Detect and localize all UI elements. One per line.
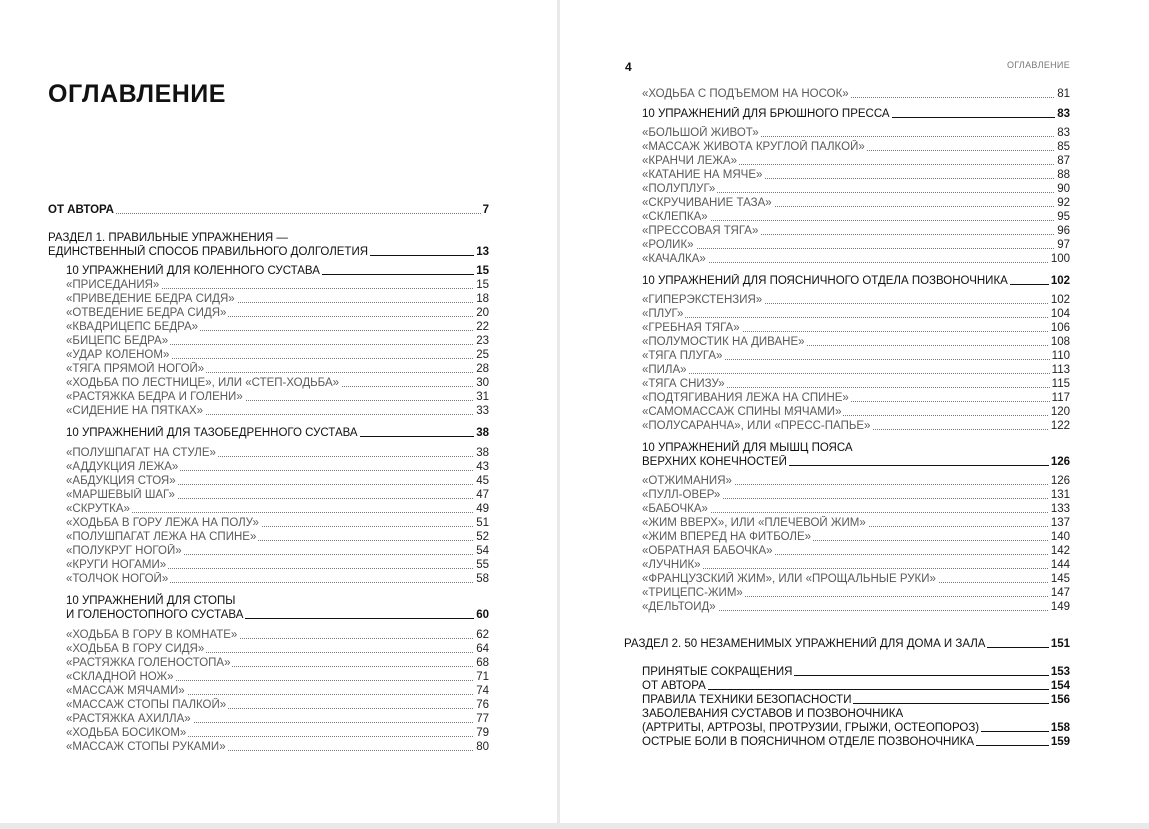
toc-item-page: 131: [1050, 489, 1070, 501]
toc-item-title: «КАТАНИЕ НА МЯЧЕ»: [642, 169, 763, 181]
toc-item-page: 104: [1050, 308, 1070, 320]
toc-item-row: [66, 544, 489, 558]
toc-item-page: 80: [476, 741, 489, 753]
toc-item[interactable]: [66, 572, 489, 586]
toc-item-title: «АБДУКЦИЯ СТОЯ»: [66, 475, 176, 487]
toc-item-page: 95: [1057, 211, 1070, 223]
toc-item-title: «ОТВЕДЕНИЕ БЕДРА СИДЯ»: [66, 307, 227, 319]
toc-item[interactable]: [642, 224, 1070, 238]
chapter-foot-line1: 10 УПРАЖНЕНИЙ ДЛЯ СТОПЫ: [66, 595, 236, 607]
toc-item-row: [642, 307, 1070, 321]
toc-item-row: [642, 665, 1070, 679]
toc-item-title: «АДДУКЦИЯ ЛЕЖА»: [66, 461, 179, 473]
toc-item[interactable]: [642, 530, 1070, 544]
toc-item[interactable]: [642, 335, 1070, 349]
section1-title-line1: РАЗДЕЛ 1. ПРАВИЛЬНЫЕ УПРАЖНЕНИЯ —: [48, 232, 288, 244]
toc-item[interactable]: [642, 572, 1070, 586]
upper-exercise-list: [642, 474, 1070, 614]
toc-item[interactable]: [642, 558, 1070, 572]
toc-item-row: [66, 460, 489, 474]
toc-item-page: 120: [1050, 406, 1070, 418]
toc-item-title: «СКРУТКА»: [66, 503, 130, 515]
toc-item-page: 20: [476, 307, 489, 319]
knee-exercise-list: [66, 278, 489, 418]
toc-item-row: [642, 558, 1070, 572]
toc-item-row: [66, 488, 489, 502]
toc-item-title: «КРУГИ НОГАМИ»: [66, 559, 167, 571]
toc-item[interactable]: [66, 404, 489, 418]
toc-item-page: 85: [1057, 141, 1070, 153]
toc-item-title: «БИЦЕПС БЕДРА»: [66, 335, 169, 347]
toc-item[interactable]: [66, 530, 489, 544]
toc-item[interactable]: [642, 693, 1070, 707]
toc-item-row: [642, 321, 1070, 335]
toc-item-row: [66, 684, 489, 698]
toc-item-page: 149: [1050, 601, 1070, 613]
toc-item[interactable]: [642, 391, 1070, 405]
toc-item-row: [642, 391, 1070, 405]
toc-item-row: [66, 530, 489, 544]
toc-item-title: «ТЯГА ПЛУГА»: [642, 350, 723, 362]
toc-item-row: [642, 293, 1070, 307]
toc-item-title: «ХОДЬБА В ГОРУ СИДЯ»: [66, 643, 205, 655]
toc-item-title: «СИДЕНИЕ НА ПЯТКАХ»: [66, 405, 204, 417]
toc-item[interactable]: [642, 349, 1070, 363]
toc-item-title: «МАССАЖ СТОПЫ РУКАМИ»: [66, 741, 226, 753]
toc-item-row: [66, 348, 489, 362]
toc-item-title: «ПОЛУМОСТИК НА ДИВАНЕ»: [642, 336, 805, 348]
toc-item-page: 133: [1050, 503, 1070, 515]
toc-chapter-lumbar[interactable]: 10 УПРАЖНЕНИЙ ДЛЯ ПОЯСНИЧНОГО ОТДЕЛА ПОЗВОНОЧНИКА 102: [642, 275, 1070, 287]
toc-item-row: [642, 693, 1070, 707]
toc-item[interactable]: [642, 586, 1070, 600]
toc-item-page: 140: [1050, 531, 1070, 543]
toc-item[interactable]: [642, 210, 1070, 224]
toc-item[interactable]: [642, 665, 1070, 679]
toc-item-title: «ПОЛУШПАГАТ ЛЕЖА НА СПИНЕ»: [66, 531, 257, 543]
toc-item-title: «ПОЛУШПАГАТ НА СТУЛЕ»: [66, 447, 216, 459]
toc-item[interactable]: [642, 363, 1070, 377]
toc-item-row: [642, 168, 1070, 182]
toc-item-title: «ТЯГА ПРЯМОЙ НОГОЙ»: [66, 363, 205, 375]
section2-list: [642, 665, 1070, 707]
toc-item-row: [66, 726, 489, 740]
toc-item-row: [66, 306, 489, 320]
toc-item-title: «ТРИЦЕПС-ЖИМ»: [642, 587, 743, 599]
toc-item[interactable]: [66, 306, 489, 320]
toc-item-title: «РАСТЯЖКА АХИЛЛА»: [66, 713, 191, 725]
toc-item-title: «МАССАЖ СТОПЫ ПАЛКОЙ»: [66, 699, 227, 711]
toc-item-page: 137: [1050, 517, 1070, 529]
toc-item-page: 74: [476, 685, 489, 697]
toc-item-row: [642, 544, 1070, 558]
toc-item-row: [66, 404, 489, 418]
toc-item-row: [66, 670, 489, 684]
toc-item-row: [642, 530, 1070, 544]
toc-item-row: [66, 292, 489, 306]
page-title: ОГЛАВЛЕНИЕ: [48, 80, 226, 108]
toc-item[interactable]: [66, 362, 489, 376]
toc-item-page: 92: [1057, 197, 1070, 209]
toc-item-title: «ТОЛЧОК НОГОЙ»: [66, 573, 169, 585]
toc-item-title: «ПОЛУПЛУГ»: [642, 183, 716, 195]
toc-item-title: «УДАР КОЛЕНОМ»: [66, 349, 170, 361]
toc-item-title: «ЖИМ ВПЕРЕД НА ФИТБОЛЕ»: [642, 531, 812, 543]
toc-item-page: 122: [1050, 420, 1070, 432]
toc-item[interactable]: [66, 712, 489, 726]
toc-item-row: [642, 679, 1070, 693]
toc-item[interactable]: [66, 642, 489, 656]
toc-item[interactable]: [642, 377, 1070, 391]
toc-item-row: [642, 252, 1070, 266]
toc-item-title: ОТ АВТОРА: [642, 680, 706, 692]
toc-item-title: «МАССАЖ МЯЧАМИ»: [66, 685, 185, 697]
toc-item[interactable]: [66, 740, 489, 754]
foot-exercise-list: [66, 628, 489, 754]
toc-chapter-hip[interactable]: 10 УПРАЖНЕНИЙ ДЛЯ ТАЗОБЕДРЕННОГО СУСТАВА 38: [66, 427, 489, 439]
toc-item[interactable]: [66, 544, 489, 558]
toc-item[interactable]: [66, 698, 489, 712]
toc-entry-diseases[interactable]: (АРТРИТЫ, АРТРОЗЫ, ПРОТРУЗИИ, ГРЫЖИ, ОСТЕОПОРОЗ) 158: [642, 722, 1070, 734]
toc-item-page: 144: [1050, 559, 1070, 571]
toc-item-page: 77: [476, 713, 489, 725]
toc-item-title: «РАСТЯЖКА БЕДРА И ГОЛЕНИ»: [66, 391, 243, 403]
toc-item-title: «БОЛЬШОЙ ЖИВОТ»: [642, 127, 759, 139]
toc-item-row: [642, 488, 1070, 502]
toc-item-page: 76: [476, 699, 489, 711]
toc-item-title: «ЛУЧНИК»: [642, 559, 701, 571]
chapter-upper-line1: 10 УПРАЖНЕНИЙ ДЛЯ МЫШЦ ПОЯСА: [642, 442, 853, 454]
toc-item[interactable]: [642, 516, 1070, 530]
toc-item[interactable]: [66, 278, 489, 292]
toc-item-row: [66, 474, 489, 488]
toc-item-row: [642, 502, 1070, 516]
toc-item[interactable]: [66, 516, 489, 530]
toc-item-page: 115: [1051, 378, 1070, 390]
toc-item-row: [66, 712, 489, 726]
toc-item-title: «ПРИСЕДАНИЯ»: [66, 279, 160, 291]
toc-item-page: 54: [476, 545, 489, 557]
toc-item-page: 106: [1050, 322, 1070, 334]
toc-item-title: «ХОДЬБА В ГОРУ В КОМНАТЕ»: [66, 629, 238, 641]
toc-item-page: 153: [1050, 666, 1070, 678]
toc-item-row: [66, 558, 489, 572]
toc-item-row: [66, 740, 489, 754]
toc-item[interactable]: [642, 126, 1070, 140]
toc-item-page: 18: [476, 293, 489, 305]
toc-item-title: «КРАНЧИ ЛЕЖА»: [642, 155, 737, 167]
toc-item-row: [642, 335, 1070, 349]
toc-item-row: [642, 196, 1070, 210]
hip-exercise-list: [66, 446, 489, 586]
toc-item-page: 30: [476, 377, 489, 389]
toc-entry-carry[interactable]: «ХОДЬБА С ПОДЪЕМОМ НА НОСОК» 81: [642, 88, 1070, 100]
toc-item-row: [66, 642, 489, 656]
toc-item-row: [66, 628, 489, 642]
toc-item[interactable]: [642, 293, 1070, 307]
toc-item-page: 25: [476, 349, 489, 361]
toc-item-page: 38: [476, 447, 489, 459]
toc-chapter-abs[interactable]: 10 УПРАЖНЕНИЙ ДЛЯ БРЮШНОГО ПРЕССА 83: [642, 108, 1070, 120]
toc-item-title: «ГИПЕРЭКСТЕНЗИЯ»: [642, 294, 763, 306]
toc-item-page: 108: [1050, 336, 1070, 348]
toc-item-row: [66, 446, 489, 460]
toc-item-row: [642, 363, 1070, 377]
toc-item-title: «МАРШЕВЫЙ ШАГ»: [66, 489, 175, 501]
toc-item-page: 58: [476, 573, 489, 585]
page-number: 4: [625, 60, 632, 74]
toc-entry-section1[interactable]: ЕДИНСТВЕННЫЙ СПОСОБ ПРАВИЛЬНОГО ДОЛГОЛЕТИЯ 13: [48, 246, 489, 258]
toc-item[interactable]: [66, 656, 489, 670]
toc-item-row: [66, 278, 489, 292]
toc-item-row: [66, 502, 489, 516]
toc-item-title: «ОБРАТНАЯ БАБОЧКА»: [642, 545, 773, 557]
lumbar-exercise-list: [642, 293, 1070, 433]
toc-item-page: 71: [476, 671, 489, 683]
toc-item[interactable]: [642, 140, 1070, 154]
toc-item-title: «ФРАНЦУЗСКИЙ ЖИМ», ИЛИ «ПРОЩАЛЬНЫЕ РУКИ»: [642, 573, 936, 585]
toc-item-title: «ХОДЬБА ПО ЛЕСТНИЦЕ», ИЛИ «СТЕП-ХОДЬБА»: [66, 377, 340, 389]
toc-item-title: «ПРЕССОВАЯ ТЯГА»: [642, 225, 759, 237]
toc-item[interactable]: [66, 726, 489, 740]
toc-item-page: 96: [1057, 225, 1070, 237]
toc-item[interactable]: [642, 419, 1070, 433]
toc-item-page: 113: [1051, 364, 1070, 376]
toc-item-page: 49: [476, 503, 489, 515]
toc-item-title: «ЖИМ ВВЕРХ», ИЛИ «ПЛЕЧЕВОЙ ЖИМ»: [642, 517, 866, 529]
toc-item-title: «ТЯГА СНИЗУ»: [642, 378, 725, 390]
diseases-line1: ЗАБОЛЕВАНИЯ СУСТАВОВ И ПОЗВОНОЧНИКА: [642, 708, 904, 720]
toc-chapter-knee[interactable]: 10 УПРАЖНЕНИЙ ДЛЯ КОЛЕННОГО СУСТАВА 15: [66, 265, 489, 277]
toc-item[interactable]: [66, 334, 489, 348]
toc-item[interactable]: [66, 474, 489, 488]
toc-item-page: 117: [1051, 392, 1070, 404]
toc-item-page: 88: [1057, 169, 1070, 181]
toc-item-row: [66, 698, 489, 712]
toc-item[interactable]: [642, 307, 1070, 321]
toc-entry-acute-pain[interactable]: ОСТРЫЕ БОЛИ В ПОЯСНИЧНОМ ОТДЕЛЕ ПОЗВОНОЧНИКА 159: [642, 736, 1070, 748]
toc-item-page: 28: [476, 363, 489, 375]
toc-entry-from-author[interactable]: ОТ АВТОРА 7: [48, 204, 489, 216]
toc-item-title: «КАЧАЛКА»: [642, 253, 706, 265]
toc-item-row: [642, 516, 1070, 530]
toc-item[interactable]: [66, 684, 489, 698]
toc-item-row: [642, 126, 1070, 140]
toc-item-page: 97: [1057, 239, 1070, 251]
toc-item[interactable]: [66, 488, 489, 502]
toc-item-row: [642, 154, 1070, 168]
toc-item-title: «КВАДРИЦЕПС БЕДРА»: [66, 321, 199, 333]
toc-item-row: [66, 320, 489, 334]
toc-item[interactable]: [642, 600, 1070, 614]
toc-item-page: 79: [476, 727, 489, 739]
toc-item[interactable]: [66, 558, 489, 572]
toc-item[interactable]: [66, 460, 489, 474]
toc-item[interactable]: [66, 502, 489, 516]
toc-item-row: [66, 376, 489, 390]
toc-item[interactable]: [66, 446, 489, 460]
toc-item[interactable]: [642, 488, 1070, 502]
toc-item-row: [642, 224, 1070, 238]
toc-item[interactable]: [642, 321, 1070, 335]
toc-item[interactable]: [66, 376, 489, 390]
toc-item-title: «ПОДТЯГИВАНИЯ ЛЕЖА НА СПИНЕ»: [642, 392, 849, 404]
toc-item-row: [642, 140, 1070, 154]
toc-item[interactable]: [66, 670, 489, 684]
toc-item-page: 87: [1057, 155, 1070, 167]
toc-item-row: [642, 474, 1070, 488]
toc-chapter-upper[interactable]: ВЕРХНИХ КОНЕЧНОСТЕЙ 126: [642, 456, 1070, 468]
abs-exercise-list: [642, 126, 1070, 266]
toc-item-page: 52: [476, 531, 489, 543]
toc-item-page: 33: [476, 405, 489, 417]
toc-item[interactable]: [642, 154, 1070, 168]
toc-item[interactable]: [66, 348, 489, 362]
toc-item-page: 43: [476, 461, 489, 473]
toc-item-title: «СКЛЕПКА»: [642, 211, 708, 223]
toc-item-title: «ПОЛУСАРАНЧА», ИЛИ «ПРЕСС-ПАПЬЕ»: [642, 420, 871, 432]
toc-item-row: [642, 238, 1070, 252]
toc-item-page: 142: [1050, 545, 1070, 557]
toc-chapter-foot[interactable]: И ГОЛЕНОСТОПНОГО СУСТАВА 60: [66, 609, 489, 621]
toc-item-title: «ХОДЬБА В ГОРУ ЛЕЖА НА ПОЛУ»: [66, 517, 259, 529]
toc-item-title: «РАСТЯЖКА ГОЛЕНОСТОПА»: [66, 657, 231, 669]
toc-item-page: 156: [1050, 694, 1070, 706]
toc-item-row: [642, 572, 1070, 586]
toc-item[interactable]: [642, 405, 1070, 419]
toc-item[interactable]: [642, 238, 1070, 252]
toc-item-page: 64: [476, 643, 489, 655]
left-page: [0, 0, 557, 823]
toc-item-row: [642, 405, 1070, 419]
toc-item-row: [66, 656, 489, 670]
toc-item-title: «ПУЛЛ-ОВЕР»: [642, 489, 721, 501]
toc-item-row: [642, 586, 1070, 600]
toc-item-title: ПРИНЯТЫЕ СОКРАЩЕНИЯ: [642, 666, 793, 678]
toc-item-row: [642, 349, 1070, 363]
toc-item-title: «ПИЛА»: [642, 364, 687, 376]
toc-item-row: [642, 419, 1070, 433]
toc-item[interactable]: [642, 502, 1070, 516]
toc-item-title: «ПЛУГ»: [642, 308, 684, 320]
toc-item-page: 90: [1057, 183, 1070, 195]
toc-item-title: «САМОМАССАЖ СПИНЫ МЯЧАМИ»: [642, 406, 842, 418]
toc-item-row: [642, 377, 1070, 391]
toc-item-title: «ПОЛУКРУГ НОГОЙ»: [66, 545, 182, 557]
toc-item-row: [642, 600, 1070, 614]
toc-item-title: «ОТЖИМАНИЯ»: [642, 475, 732, 487]
toc-item-page: 51: [476, 517, 489, 529]
toc-item-title: «МАССАЖ ЖИВОТА КРУГЛОЙ ПАЛКОЙ»: [642, 141, 865, 153]
toc-item-page: 110: [1051, 350, 1070, 362]
toc-item[interactable]: [66, 292, 489, 306]
toc-item[interactable]: [642, 474, 1070, 488]
toc-item[interactable]: [66, 390, 489, 404]
toc-item[interactable]: [642, 196, 1070, 210]
toc-item-page: 83: [1057, 127, 1070, 139]
toc-item-page: 31: [476, 391, 489, 403]
toc-item-page: 23: [476, 335, 489, 347]
toc-item-title: «ПРИВЕДЕНИЕ БЕДРА СИДЯ»: [66, 293, 235, 305]
toc-item-title: «БАБОЧКА»: [642, 503, 708, 515]
toc-item-title: «РОЛИК»: [642, 239, 694, 251]
toc-item[interactable]: [642, 168, 1070, 182]
toc-item-row: [66, 362, 489, 376]
toc-item-title: «ГРЕБНАЯ ТЯГА»: [642, 322, 740, 334]
toc-item-page: 145: [1050, 573, 1070, 585]
toc-item-page: 147: [1050, 587, 1070, 599]
toc-item-title: «СКЛАДНОЙ НОЖ»: [66, 671, 174, 683]
toc-item-row: [66, 572, 489, 586]
toc-item-page: 22: [476, 321, 489, 333]
toc-item[interactable]: [66, 320, 489, 334]
toc-item[interactable]: [642, 252, 1070, 266]
toc-item-page: 45: [476, 475, 489, 487]
toc-item-page: 55: [476, 559, 489, 571]
toc-item-row: [66, 390, 489, 404]
toc-item-page: 154: [1050, 680, 1070, 692]
toc-item[interactable]: [642, 679, 1070, 693]
toc-entry-section2[interactable]: РАЗДЕЛ 2. 50 НЕЗАМЕНИМЫХ УПРАЖНЕНИЙ ДЛЯ ДОМА И ЗАЛА 151: [624, 638, 1070, 650]
toc-item[interactable]: [642, 182, 1070, 196]
toc-item[interactable]: [66, 628, 489, 642]
toc-item-page: 68: [476, 657, 489, 669]
toc-item-page: 100: [1050, 253, 1070, 265]
right-page: [560, 0, 1149, 823]
toc-item-title: «ДЕЛЬТОИД»: [642, 601, 716, 613]
toc-item-row: [66, 516, 489, 530]
toc-item-row: [642, 182, 1070, 196]
toc-item-page: 62: [476, 629, 489, 641]
toc-item-row: [642, 210, 1070, 224]
running-head: ОГЛАВЛЕНИЕ: [1006, 60, 1070, 70]
toc-item-row: [66, 334, 489, 348]
toc-item-page: 47: [476, 489, 489, 501]
toc-item-title: «СКРУЧИВАНИЕ ТАЗА»: [642, 197, 772, 209]
toc-item-title: ПРАВИЛА ТЕХНИКИ БЕЗОПАСНОСТИ: [642, 694, 852, 706]
toc-item-page: 15: [476, 279, 489, 291]
toc-item-page: 126: [1050, 475, 1070, 487]
toc-item-title: «ХОДЬБА БОСИКОМ»: [66, 727, 187, 739]
toc-item[interactable]: [642, 544, 1070, 558]
toc-item-page: 102: [1050, 294, 1070, 306]
